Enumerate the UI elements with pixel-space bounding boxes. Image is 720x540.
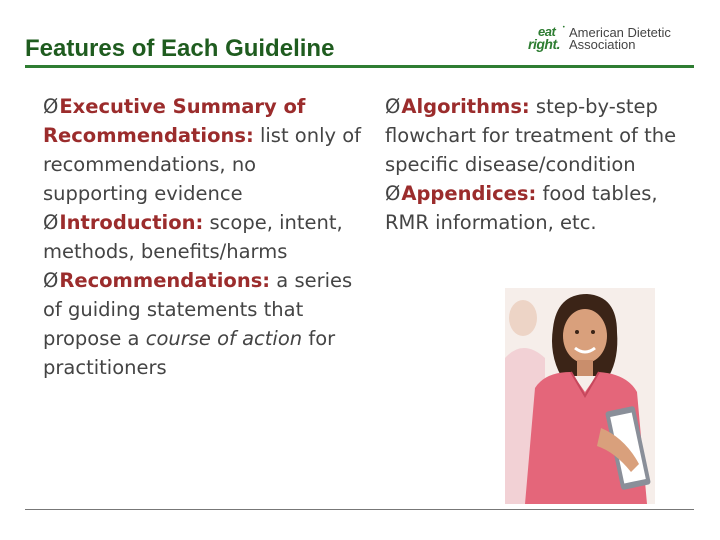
neck [577,360,593,376]
bullet-arrow-icon: Ø [43,269,59,292]
logo-org-line1: American Dietetic [569,25,671,40]
bullet-term: Executive Summary of Recommendations: [43,95,306,147]
bullet-text: a series of guiding statements that propose a [43,269,353,350]
bullet-arrow-icon: Ø [43,211,59,234]
logo-eat-text: eat [538,24,556,39]
bullet-appendices [385,179,705,237]
bullet-executive-summary [43,92,363,208]
bottom-divider [25,509,694,510]
bullet-text: list only of recommendations, no supporting evidence [43,124,362,205]
bullet-text: scope, intent, methods, benefits/harms [43,211,343,263]
bullet-text: step-by-step flowchart for treatment of the specific disease/condition [385,95,677,176]
bullet-arrow-icon: Ø [385,95,401,118]
logo-organization-name [569,27,671,51]
bullet-term: Algorithms: [401,95,530,118]
bullet-term: Appendices: [401,182,537,205]
bullet-text-after: for practitioners [43,327,336,379]
bullet-text: food tables, RMR information, etc. [385,182,658,234]
logo-dot-icon: • [562,24,566,31]
bullet-introduction [43,208,363,266]
bullet-arrow-icon: Ø [43,95,59,118]
bullet-italic-text: course of action [145,327,303,350]
logo-right-text: right. [528,36,560,52]
bullet-term: Recommendations: [59,269,271,292]
bullet-recommendations [43,266,363,382]
bullet-arrow-icon: Ø [385,182,401,205]
right-column [385,92,705,237]
eatright-logo [527,24,697,56]
logo-org-line2: Association [569,37,636,52]
title-underline [25,65,694,68]
nurse-photo [505,288,655,504]
left-eye [575,330,579,334]
bullet-algorithms [385,92,705,179]
bullet-term: Introduction: [59,211,204,234]
face [563,309,607,363]
left-column [43,92,363,382]
right-eye [591,330,595,334]
nurse-illustration [505,288,655,504]
background-figure-head [509,300,537,336]
slide-title: Features of Each Guideline [25,35,335,62]
